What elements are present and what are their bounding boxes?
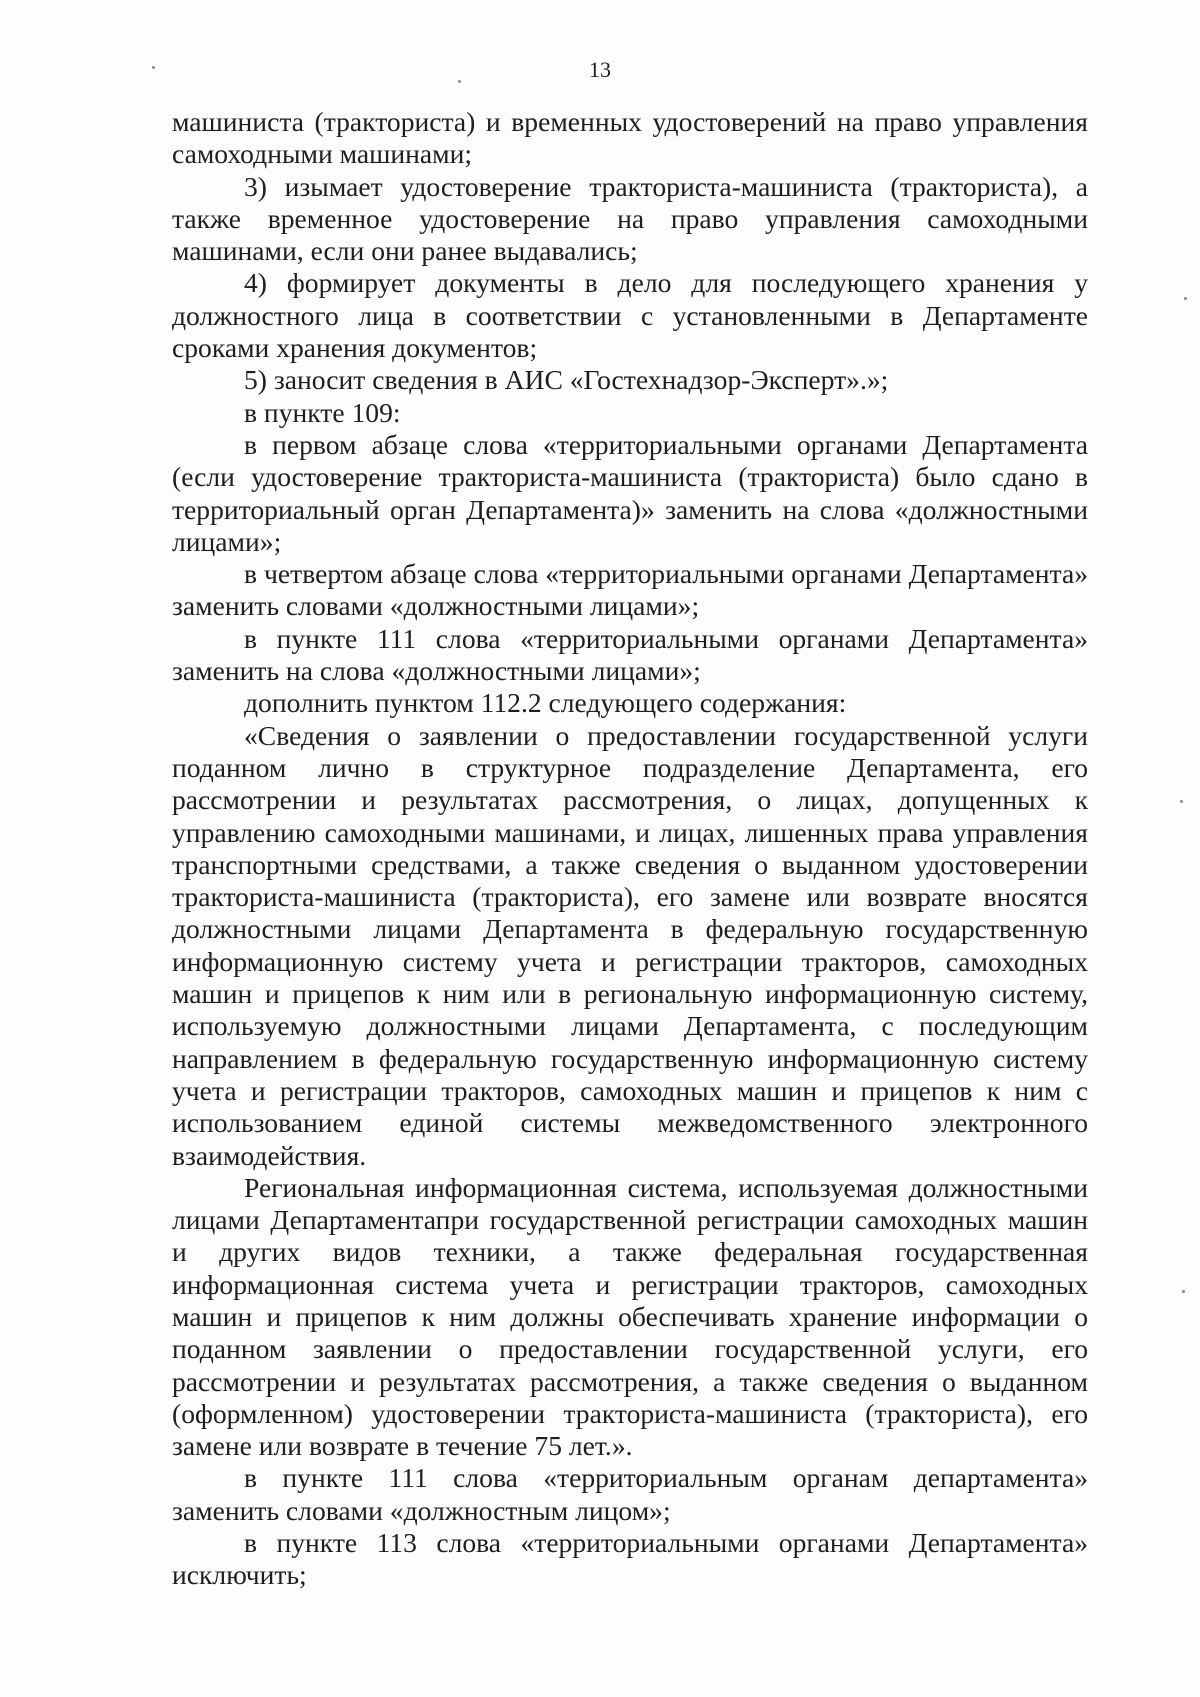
amendment-paragraph: в четвертом абзаце слова «территориальными органами Департамента» заменить словами «должностными лицами»; bbox=[172, 558, 1088, 622]
quoted-paragraph: Региональная информационная система, используемая должностными лицами Департаментапри государственной регистрации самоходных машин и других видов техники, а также федеральная государственная информационная система учета и регистрации тракторов, самоходных машин и прицепов к ним должны обеспечивать хранение информации о поданном заявлении о предоставлении государственной услуги, его рассмотрении и результатах рассмотрения, а также сведения о выданном (оформленном) удостоверении тракториста-машиниста (тракториста), его замене или возврате в течение 75 лет.». bbox=[172, 1171, 1088, 1462]
amendment-paragraph: в пункте 111 слова «территориальным органам департамента» заменить словами «должностным лицом»; bbox=[172, 1462, 1088, 1526]
scan-speck bbox=[1182, 1290, 1185, 1293]
list-item-3: 3) изымает удостоверение тракториста-машиниста (тракториста), а также временное удостоверение на право управления самоходными машинами, если они ранее выдавались; bbox=[172, 170, 1088, 267]
scan-speck bbox=[458, 80, 461, 83]
amendment-paragraph: в пункте 113 слова «территориальными органами Департамента» исключить; bbox=[172, 1527, 1088, 1591]
page-number: 13 bbox=[589, 57, 611, 82]
amendment-paragraph: в первом абзаце слова «территориальными органами Департамента (если удостоверение тракториста-машиниста (тракториста) было сдано в территориальный орган Департамента)» заменить на слова «должностными лицами»; bbox=[172, 428, 1088, 557]
amendment-paragraph: дополнить пунктом 112.2 следующего содержания: bbox=[244, 687, 847, 719]
scan-speck bbox=[1184, 297, 1187, 300]
list-item-5: 5) заносит сведения в АИС «Гостехнадзор-Эксперт».»; bbox=[244, 364, 889, 396]
paragraph-continuation: машиниста (тракториста) и временных удостоверений на право управления самоходными машинами; bbox=[172, 106, 1088, 170]
scan-speck bbox=[1180, 800, 1183, 803]
amendment-heading-109: в пункте 109: bbox=[244, 396, 401, 428]
amendment-paragraph: в пункте 111 слова «территориальными органами Департамента» заменить на слова «должностными лицами»; bbox=[172, 622, 1088, 687]
scan-speck bbox=[152, 66, 155, 69]
document-body bbox=[172, 106, 1088, 1592]
list-item-4: 4) формирует документы в дело для последующего хранения у должностного лица в соответствии с установленными в Департаменте сроками хранения документов; bbox=[172, 267, 1088, 364]
quoted-paragraph: «Сведения о заявлении о предоставлении государственной услуги поданном лично в структурное подразделение Департамента, его рассмотрении и результатах рассмотрения, о лицах, допущенных к управлению самоходными машинами, и лицах, лишенных права управления транспортными средствами, а также сведения о выданном удостоверении тракториста-машиниста (тракториста), его замене или возврате вносятся должностными лицами Департамента в федеральную государственную информационную систему учета и регистрации тракторов, самоходных машин и прицепов к ним или в региональную информационную систему, используемую должностными лицами Департамента, с последующим направлением в федеральную государственную информационную систему учета и регистрации тракторов, самоходных машин и прицепов к ним с использованием единой системы межведомственного электронного взаимодействия. bbox=[172, 719, 1088, 1171]
